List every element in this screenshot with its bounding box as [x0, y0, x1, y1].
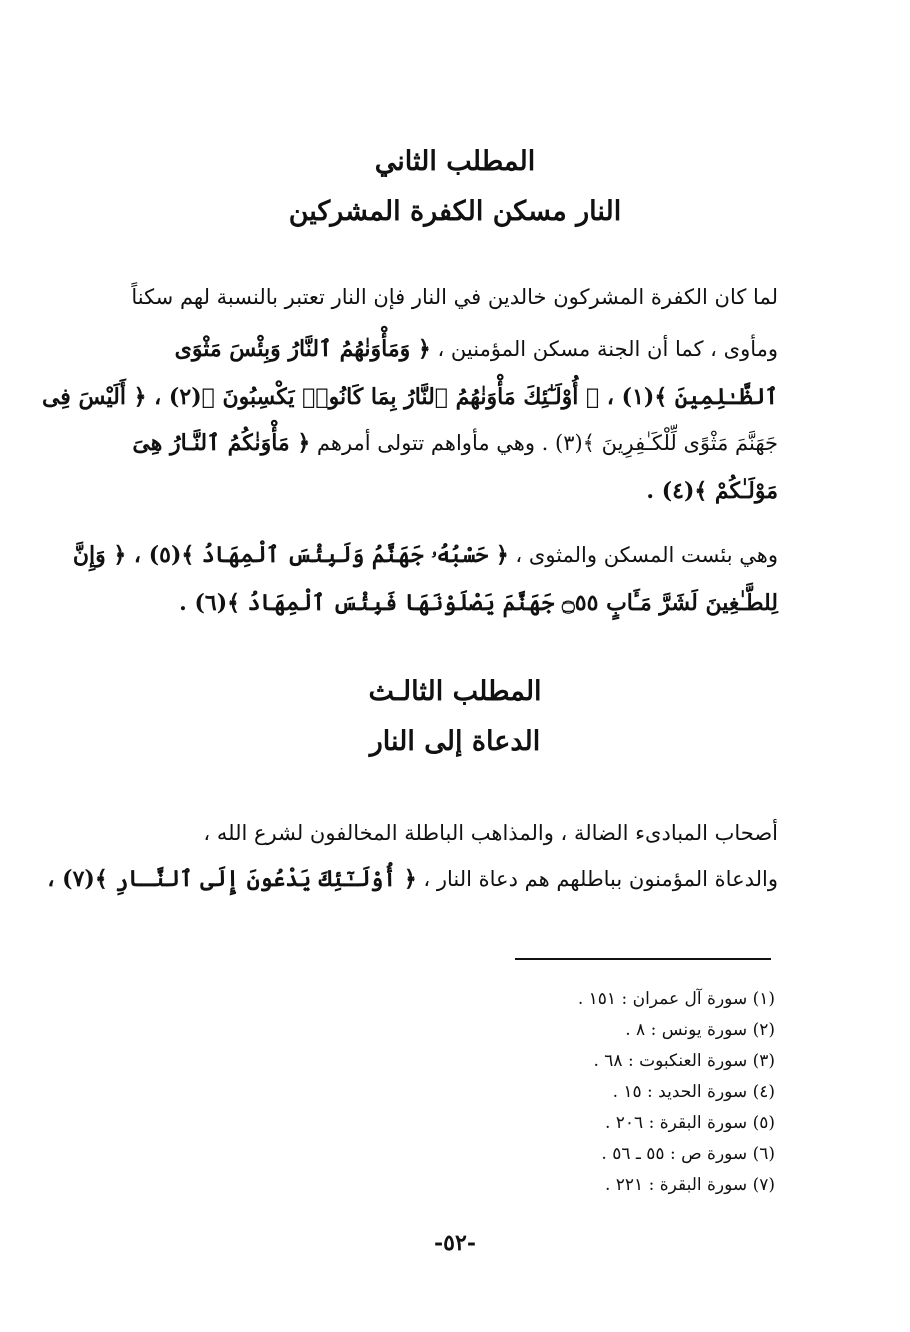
text-run: أصحاب المبادىء الضالة ، والمذاهب الباطلة المخالفون لشرع الله ،	[203, 821, 778, 845]
paragraph-line	[88, 284, 778, 310]
text-run: لما كان الكفرة المشركون خالدين في النار فإن النار تعتبر بالنسبة لهم سكناً	[131, 285, 778, 309]
paragraph-line	[72, 542, 778, 568]
text-run: جَهَنَّمَ مَثْوًى لِّلْكَـٰفِرِينَ ﴾(٣) . وهي مأواهم تتولى أمرهم	[310, 431, 778, 455]
footnote: (١) سورة آل عمران : ١٥١ .	[577, 989, 775, 1009]
footnote: (٤) سورة الحديد : ١٥ .	[612, 1082, 775, 1102]
quran-verse: مَوْلَـٰكُمْ ﴾(٤) .	[646, 478, 778, 504]
paragraph-line	[88, 590, 778, 616]
section-subheading: النار مسكن الكفرة المشركين	[288, 196, 622, 227]
paragraph-line	[47, 866, 778, 892]
footnote: (٣) سورة العنكبوت : ٦٨ .	[593, 1051, 775, 1071]
quran-verse: ﴿ وَمَأْوَنٰهُمُ ٱلنَّارُ وَبِئْسَ مَثْوَى	[174, 336, 431, 362]
section-heading: المطلب الثاني	[374, 146, 536, 177]
text-run: والدعاة المؤمنون بباطلهم هم دعاة النار ،	[416, 867, 778, 891]
quran-verse: ﴿ مَأْوَنٰكُمُ ٱلنَّـارُ هِىَ	[132, 430, 311, 456]
footnote: (٧) سورة البقرة : ٢٢١ .	[604, 1175, 775, 1195]
quran-verse: ﴿ أُوْلَـٰٓئِكَ يَدْعُونَ إِلَى ٱلنَّـارِ ﴾(٧) ،	[47, 866, 417, 892]
footnote: (٦) سورة ص : ٥٥ ـ ٥٦ .	[601, 1144, 775, 1164]
quran-verse: لِلطَّـٰغِينَ لَشَرَّ مَـَٔابٍ ۝٥٥ جَهَنَّمَ يَصْلَوْنَهَا فَبِئْسَ ٱلْمِهَادُ ﴾(٦) .	[179, 590, 778, 616]
quran-verse: ٱلظَّـٰلِمِينَ ﴾(١) ، ﴿ أُوْلَـٰٓئِكَ مَأْوَنٰهُمُ ٱلنَّارُ بِمَا كَانُوا۟ يَكْسِبُونَ ﴾(٢) ، ﴿ أَلَيْسَ فِى	[41, 384, 778, 410]
text-run: وهي بئست المسكن والمثوى ،	[508, 543, 778, 567]
text-run: ومأوى ، كما أن الجنة مسكن المؤمنين ،	[430, 337, 778, 361]
paragraph-line	[88, 430, 778, 456]
paragraph-line	[41, 384, 778, 410]
section-subheading: الدعاة إلى النار	[369, 726, 541, 757]
paragraph-line	[88, 820, 778, 846]
footnote: (٥) سورة البقرة : ٢٠٦ .	[604, 1113, 775, 1133]
page-number: -٥٢-	[434, 1230, 476, 1256]
quran-verse: ﴿ حَسْبُهُۥ جَهَنَّمُ وَلَبِئْسَ ٱلْمِهَادُ ﴾(٥) ، ﴿ وَإِنَّ	[72, 542, 509, 568]
section-heading: المطلب الثالـث	[368, 676, 542, 707]
footnote-list	[470, 984, 775, 1201]
paragraph-line	[88, 336, 778, 362]
footnote-divider	[515, 958, 771, 960]
paragraph-line	[88, 478, 778, 504]
footnote: (٢) سورة يونس : ٨ .	[625, 1020, 775, 1040]
